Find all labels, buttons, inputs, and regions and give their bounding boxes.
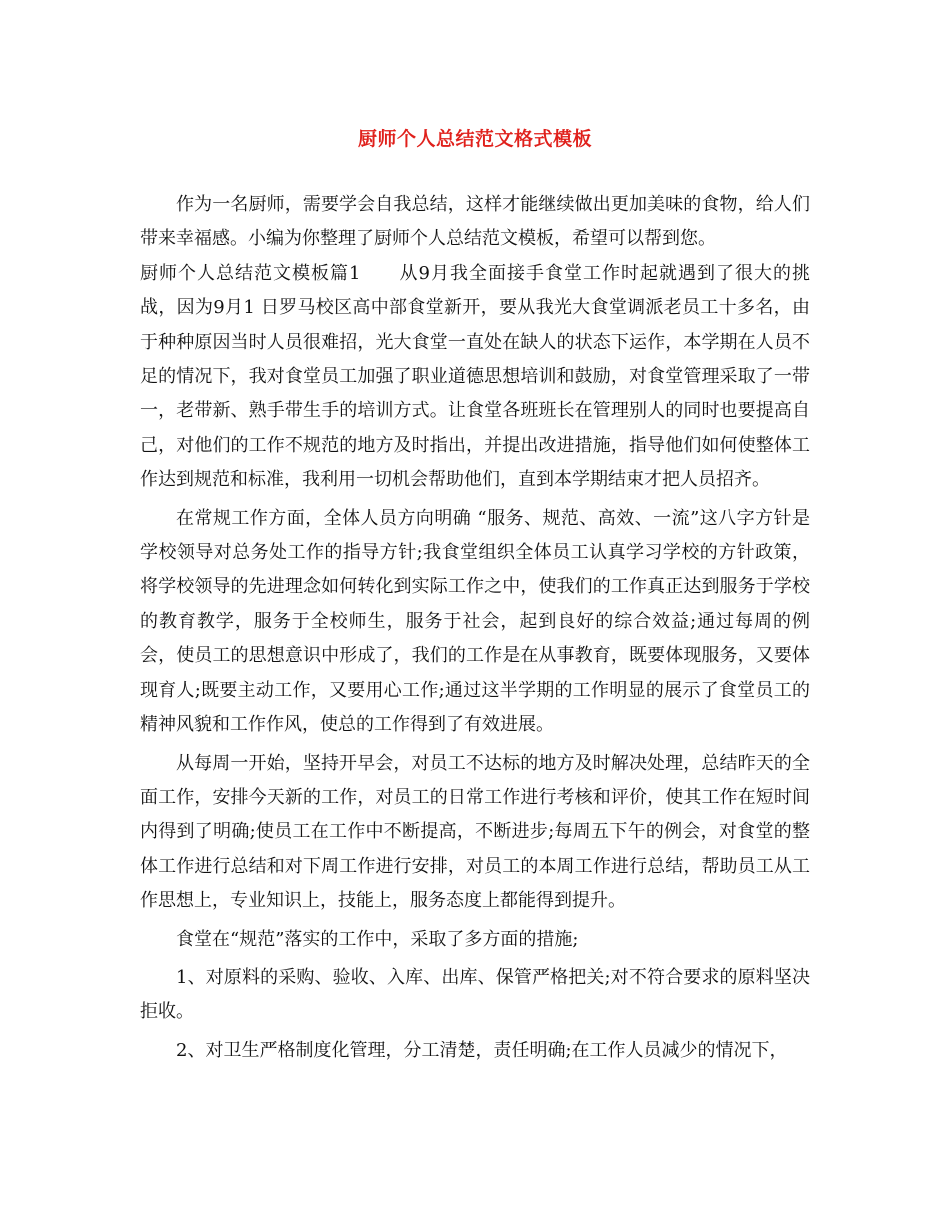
document-body [140, 188, 810, 1068]
document-title: 厨师个人总结范文格式模板 [357, 128, 592, 150]
paragraph-measures-intro: 食堂在“规范”落实的工作中，采取了多方面的措施; [176, 928, 579, 950]
list-item-2: 2、对卫生严格制度化管理，分工清楚，责任明确;在工作人员减少的情况下， [176, 1039, 788, 1061]
paragraph-morning-meeting: 从每周一开始，坚持开早会，对员工不达标的地方及时解决处理，总结昨天的全面工作，安排今天新的工作，对员工的日常工作进行考核和评价，使其工作在短时间内得到了明确;使员工在工作中不断提高，不断进步;每周五下午的例会，对食堂的整体工作进行总结和对下周工作进行安排，对员工的本周工作进行总结，帮助员工从工作思想上，专业知识上，技能上，服务态度上都能得到提升。 [140, 752, 810, 912]
paragraph-routine-work: 在常规工作方面，全体人员方向明确 “服务、规范、高效、一流”这八字方针是学校领导对总务处工作的指导方针;我食堂组织全体员工认真学习学校的方针政策，将学校领导的先进理念如何转化到实际工作之中，使我们的工作真正达到服务于学校的教育教学，服务于全校师生，服务于社会，起到良好的综合效益;通过每周的例会，使员工的思想意识中形成了，我们的工作是在从事教育，既要体现服务，又要体现育人;既要主动工作，又要用心工作;通过这半学期的工作明显的展示了食堂员工的精神风貌和工作作风，使总的工作得到了有效进展。 [140, 507, 810, 736]
paragraph-section-1: 厨师个人总结范文模板篇1 从9月我全面接手食堂工作时起就遇到了很大的挑战，因为9月1 日罗马校区高中部食堂新开，要从我光大食堂调派老员工十多名，由于种种原因当时人员很难招，光大食堂一直处在缺人的状态下运作，本学期在人员不足的情况下，我对食堂员工加强了职业道德思想培训和鼓励，对食堂管理采取了一带一，老带新、熟手带生手的培训方式。让食堂各班班长在管理别人的同时也要提高自己，对他们的工作不规范的地方及时指出，并提出改进措施，指导他们如何使整体工作达到规范和标准，我利用一切机会帮助他们，直到本学期结束才把人员招齐。 [140, 262, 810, 491]
paragraph-intro: 作为一名厨师，需要学会自我总结，这样才能继续做出更加美味的食物，给人们带来幸福感。小编为你整理了厨师个人总结范文模板，希望可以帮到您。 [140, 194, 810, 250]
list-item-1: 1、对原料的采购、验收、入库、出库、保管严格把关;对不符合要求的原料坚决拒收。 [140, 966, 810, 1023]
